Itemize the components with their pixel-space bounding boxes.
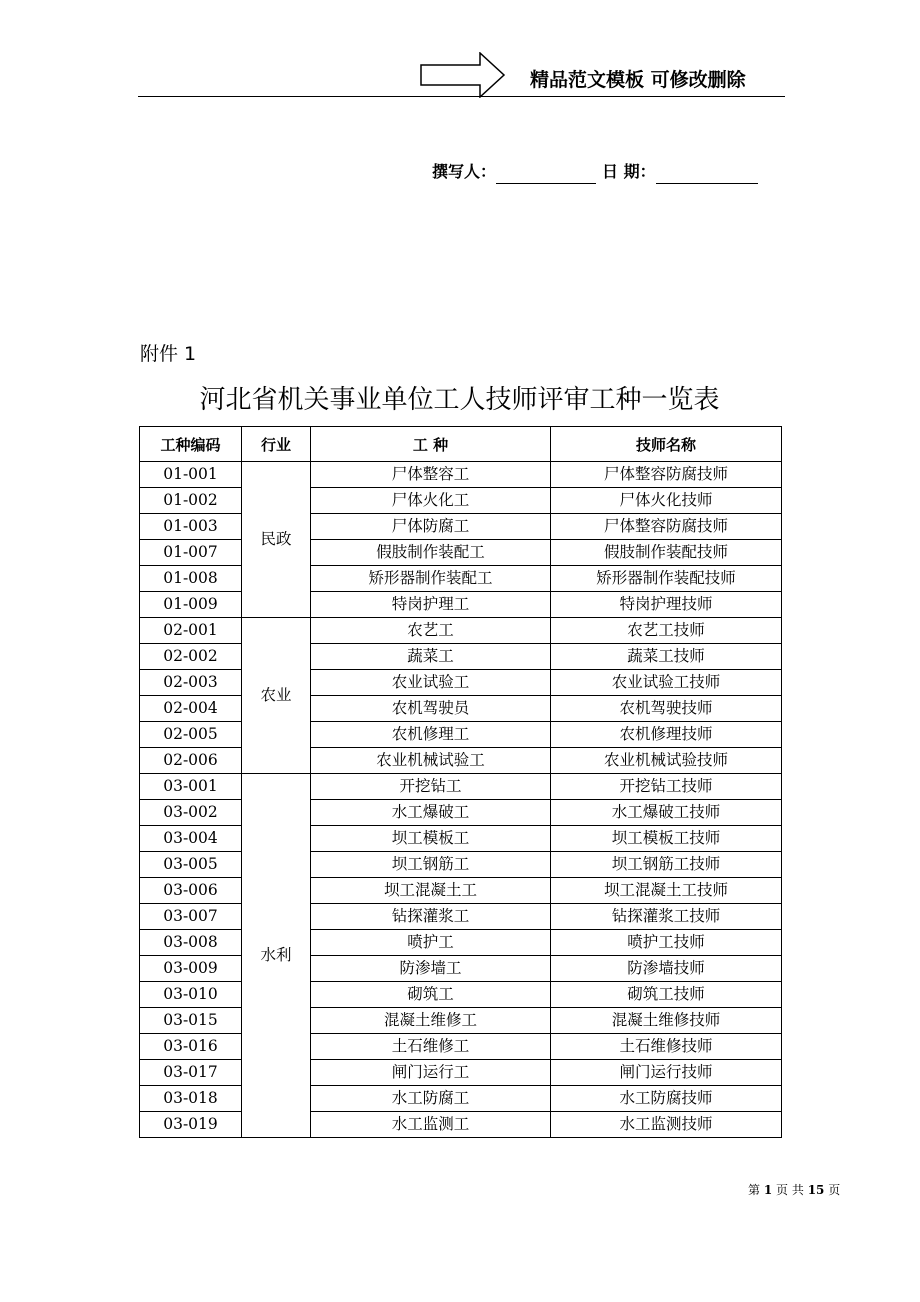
table-row xyxy=(140,878,782,904)
trade-name-cell: 农业试验工 xyxy=(311,670,551,696)
arrow-right-icon xyxy=(420,52,506,98)
table-row xyxy=(140,774,782,800)
trade-code-cell: 03-008 xyxy=(140,930,242,956)
document-title: 河北省机关事业单位工人技师评审工种一览表 xyxy=(199,385,720,415)
trade-name-cell: 开挖钻工 xyxy=(311,774,551,800)
header-divider xyxy=(138,96,785,97)
trade-name-cell: 假肢制作装配工 xyxy=(311,540,551,566)
trade-code-cell: 03-006 xyxy=(140,878,242,904)
technician-title-cell: 农机驾驶技师 xyxy=(551,696,782,722)
trade-name-cell: 水工防腐工 xyxy=(311,1086,551,1112)
technician-title-cell: 水工防腐技师 xyxy=(551,1086,782,1112)
trade-list-table xyxy=(139,426,782,1138)
column-header-code: 工种编码 xyxy=(140,427,242,462)
table-row xyxy=(140,1060,782,1086)
trade-name-cell: 矫形器制作装配工 xyxy=(311,566,551,592)
column-header-industry: 行业 xyxy=(242,427,311,462)
trade-code-cell: 02-003 xyxy=(140,670,242,696)
table-row xyxy=(140,566,782,592)
trade-name-cell: 农业机械试验工 xyxy=(311,748,551,774)
trade-name-cell: 闸门运行工 xyxy=(311,1060,551,1086)
technician-title-cell: 坝工混凝土工技师 xyxy=(551,878,782,904)
trade-code-cell: 03-004 xyxy=(140,826,242,852)
table-row xyxy=(140,488,782,514)
table-row xyxy=(140,540,782,566)
industry-cell: 水利 xyxy=(242,774,311,1138)
trade-code-cell: 03-002 xyxy=(140,800,242,826)
table-header-row xyxy=(140,427,782,462)
technician-title-cell: 水工监测技师 xyxy=(551,1112,782,1138)
table-row xyxy=(140,826,782,852)
trade-code-cell: 03-005 xyxy=(140,852,242,878)
trade-name-cell: 防渗墙工 xyxy=(311,956,551,982)
trade-code-cell: 01-002 xyxy=(140,488,242,514)
trade-code-cell: 01-003 xyxy=(140,514,242,540)
column-header-trade: 工 种 xyxy=(311,427,551,462)
technician-title-cell: 闸门运行技师 xyxy=(551,1060,782,1086)
trade-name-cell: 尸体火化工 xyxy=(311,488,551,514)
technician-title-cell: 尸体整容防腐技师 xyxy=(551,514,782,540)
trade-code-cell: 03-001 xyxy=(140,774,242,800)
technician-title-cell: 砌筑工技师 xyxy=(551,982,782,1008)
trade-name-cell: 坝工钢筋工 xyxy=(311,852,551,878)
trade-code-cell: 01-001 xyxy=(140,462,242,488)
trade-code-cell: 02-005 xyxy=(140,722,242,748)
date-blank-field[interactable] xyxy=(656,165,758,184)
header-title: 精品范文模板 可修改删除 xyxy=(530,69,746,91)
total-page-count: 15 xyxy=(807,1183,825,1197)
table-row xyxy=(140,1008,782,1034)
trade-code-cell: 03-017 xyxy=(140,1060,242,1086)
trade-name-cell: 水工监测工 xyxy=(311,1112,551,1138)
column-header-technician-title: 技师名称 xyxy=(551,427,782,462)
technician-title-cell: 农艺工技师 xyxy=(551,618,782,644)
technician-title-cell: 尸体火化技师 xyxy=(551,488,782,514)
attachment-label: 附件 1 xyxy=(140,343,197,365)
trade-code-cell: 02-004 xyxy=(140,696,242,722)
table-row xyxy=(140,1086,782,1112)
table-row xyxy=(140,982,782,1008)
current-page-number: 1 xyxy=(763,1183,773,1197)
trade-code-cell: 02-001 xyxy=(140,618,242,644)
trade-name-cell: 农机驾驶员 xyxy=(311,696,551,722)
industry-cell: 民政 xyxy=(242,462,311,618)
author-blank-field[interactable] xyxy=(496,165,596,184)
trade-code-cell: 01-007 xyxy=(140,540,242,566)
technician-title-cell: 假肢制作装配技师 xyxy=(551,540,782,566)
technician-title-cell: 蔬菜工技师 xyxy=(551,644,782,670)
technician-title-cell: 防渗墙技师 xyxy=(551,956,782,982)
technician-title-cell: 尸体整容防腐技师 xyxy=(551,462,782,488)
table-row xyxy=(140,852,782,878)
technician-title-cell: 混凝土维修技师 xyxy=(551,1008,782,1034)
trade-name-cell: 农艺工 xyxy=(311,618,551,644)
technician-title-cell: 农业试验工技师 xyxy=(551,670,782,696)
trade-name-cell: 砌筑工 xyxy=(311,982,551,1008)
trade-name-cell: 坝工混凝土工 xyxy=(311,878,551,904)
table-row xyxy=(140,644,782,670)
table-row xyxy=(140,800,782,826)
trade-name-cell: 尸体防腐工 xyxy=(311,514,551,540)
table-row xyxy=(140,748,782,774)
table-row xyxy=(140,618,782,644)
trade-code-cell: 03-018 xyxy=(140,1086,242,1112)
trade-code-cell: 01-008 xyxy=(140,566,242,592)
trade-code-cell: 03-010 xyxy=(140,982,242,1008)
table-row xyxy=(140,514,782,540)
footer-suffix: 页 xyxy=(828,1183,841,1197)
trade-name-cell: 农机修理工 xyxy=(311,722,551,748)
trade-name-cell: 水工爆破工 xyxy=(311,800,551,826)
technician-title-cell: 农业机械试验技师 xyxy=(551,748,782,774)
table-row xyxy=(140,696,782,722)
table-row xyxy=(140,930,782,956)
trade-name-cell: 蔬菜工 xyxy=(311,644,551,670)
table-row xyxy=(140,462,782,488)
technician-title-cell: 水工爆破工技师 xyxy=(551,800,782,826)
technician-title-cell: 特岗护理技师 xyxy=(551,592,782,618)
table-row xyxy=(140,956,782,982)
date-label: 日 期： xyxy=(602,162,656,181)
trade-name-cell: 土石维修工 xyxy=(311,1034,551,1060)
trade-code-cell: 03-009 xyxy=(140,956,242,982)
technician-title-cell: 农机修理技师 xyxy=(551,722,782,748)
technician-title-cell: 钻探灌浆工技师 xyxy=(551,904,782,930)
table-row xyxy=(140,1034,782,1060)
technician-title-cell: 土石维修技师 xyxy=(551,1034,782,1060)
technician-title-cell: 开挖钻工技师 xyxy=(551,774,782,800)
trade-code-cell: 02-002 xyxy=(140,644,242,670)
table-body xyxy=(140,462,782,1138)
footer-prefix: 第 xyxy=(748,1183,761,1197)
technician-title-cell: 坝工模板工技师 xyxy=(551,826,782,852)
trade-code-cell: 03-007 xyxy=(140,904,242,930)
trade-name-cell: 坝工模板工 xyxy=(311,826,551,852)
trade-name-cell: 喷护工 xyxy=(311,930,551,956)
table-row xyxy=(140,904,782,930)
technician-title-cell: 矫形器制作装配技师 xyxy=(551,566,782,592)
trade-name-cell: 混凝土维修工 xyxy=(311,1008,551,1034)
trade-name-cell: 钻探灌浆工 xyxy=(311,904,551,930)
trade-code-cell: 02-006 xyxy=(140,748,242,774)
page-footer xyxy=(748,1181,840,1199)
technician-title-cell: 坝工钢筋工技师 xyxy=(551,852,782,878)
technician-title-cell: 喷护工技师 xyxy=(551,930,782,956)
trade-code-cell: 01-009 xyxy=(140,592,242,618)
table-row xyxy=(140,1112,782,1138)
author-label: 撰写人： xyxy=(432,162,497,181)
trade-name-cell: 特岗护理工 xyxy=(311,592,551,618)
table-row xyxy=(140,592,782,618)
trade-code-cell: 03-016 xyxy=(140,1034,242,1060)
table-row xyxy=(140,670,782,696)
trade-code-cell: 03-019 xyxy=(140,1112,242,1138)
industry-cell: 农业 xyxy=(242,618,311,774)
table-row xyxy=(140,722,782,748)
trade-code-cell: 03-015 xyxy=(140,1008,242,1034)
footer-mid: 页 共 xyxy=(776,1183,804,1197)
trade-name-cell: 尸体整容工 xyxy=(311,462,551,488)
signature-row xyxy=(432,160,758,184)
